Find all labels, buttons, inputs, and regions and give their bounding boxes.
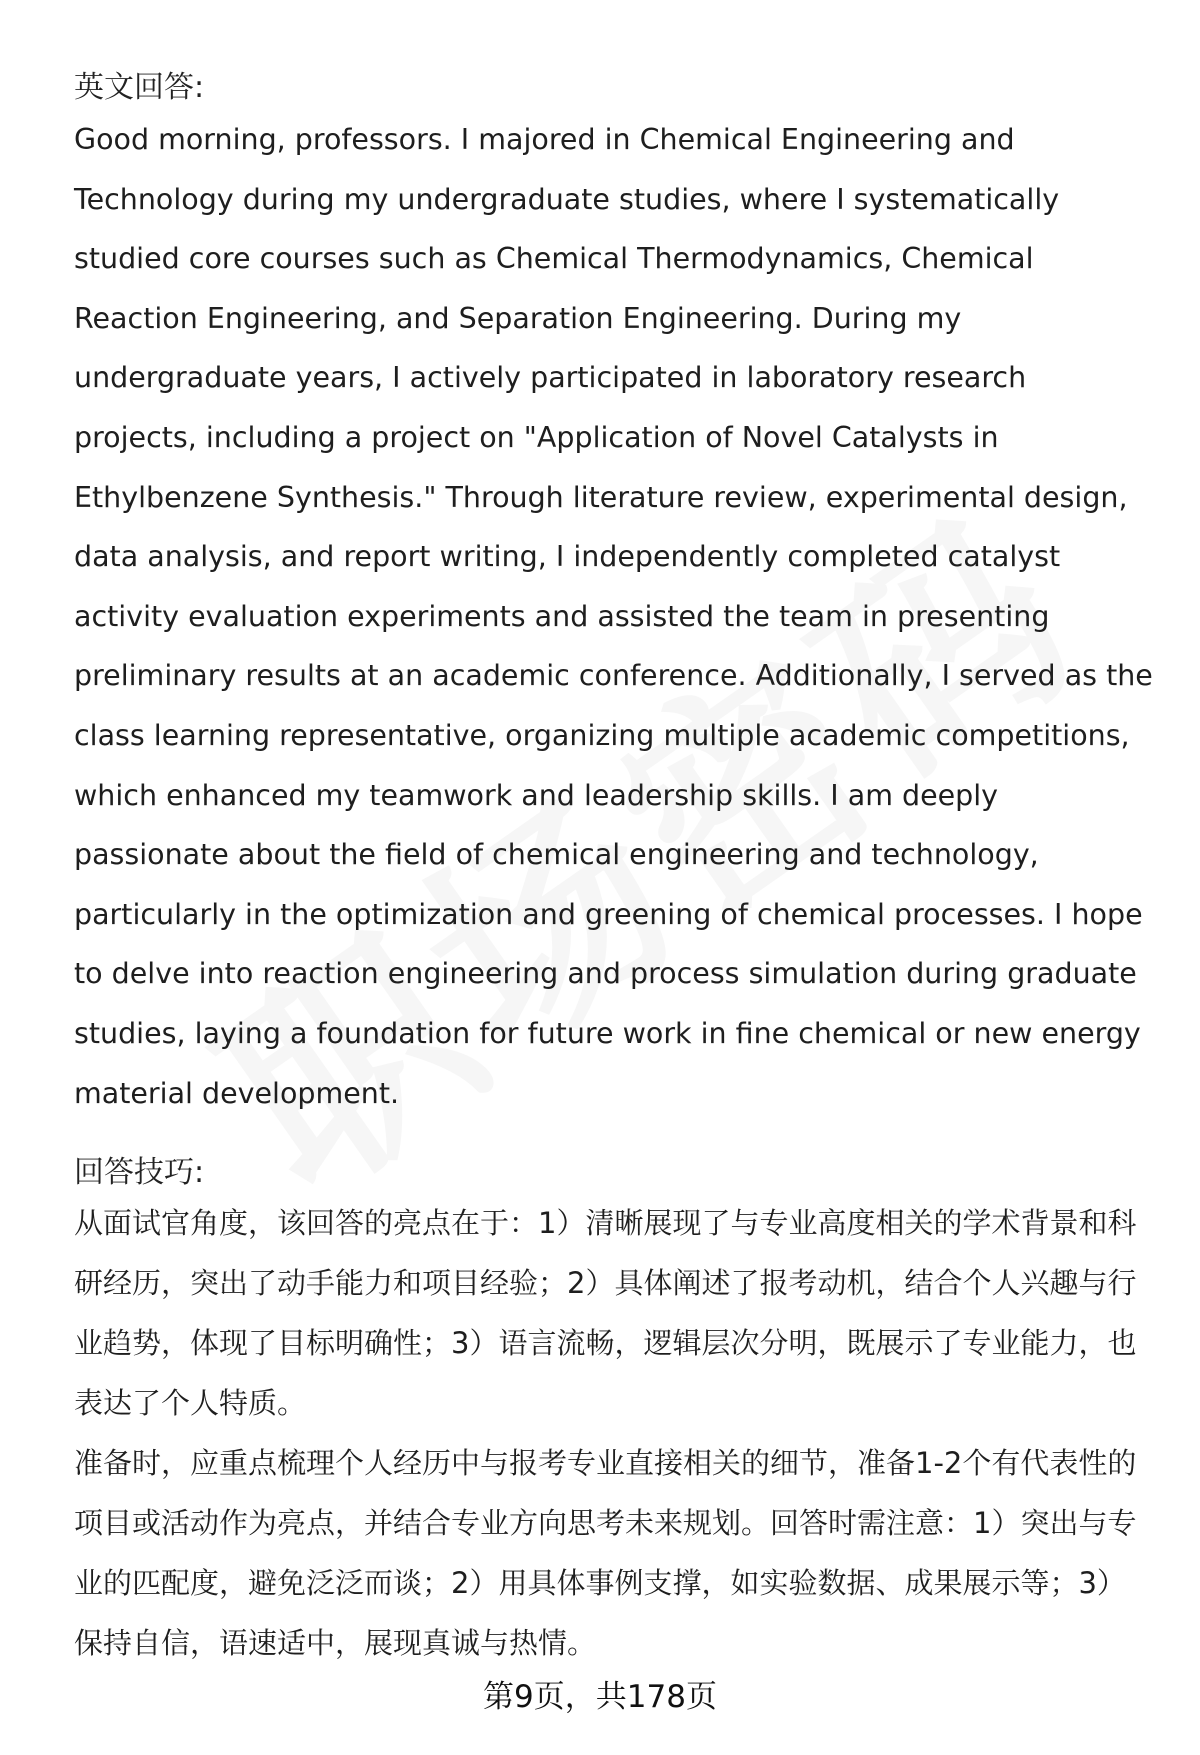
answer-tips-heading: 回答技巧: xyxy=(74,1155,205,1191)
english-answer-text: Good morning, professors. I majored in Chemical Engineering and Technology during my undergraduate studies, where I systematically studied core courses such as Chemical Thermodynamics, Chemical Reaction Engineering, and Separation Engineering. During my undergraduate years, I actively participated in laboratory research projects, including a project on "Application of Novel Catalysts in Ethylbenzene Synthesis." Through literature review, experimental design, data analysis, and report writing, I independently completed catalyst activity evaluation experiments and assisted the team in presenting preliminary results at an academic conference. Additionally, I served as the class learning representative, organizing multiple academic competitions, which enhanced my teamwork and leadership skills. I am deeply passionate about the field of chemical engineering and technology, particularly in the optimization and greening of chemical processes. I hope to delve into reaction engineering and process simulation during graduate studies, laying a foundation for future work in fine chemical or new energy material development. xyxy=(74,123,1153,1110)
page-number-footer: 第9页，共178页 xyxy=(483,1679,717,1715)
answer-tips-paragraph-2: 准备时，应重点梳理个人经历中与报考专业直接相关的细节，准备1-2个有代表性的项目或活动作为亮点，并结合专业方向思考未来规划。回答时需注意：1）突出与专业的匹配度，避免泛泛而谈；2）用具体事例支撑，如实验数据、成果展示等；3）保持自信，语速适中，展现真诚与热情。 xyxy=(74,1446,1137,1661)
page-content xyxy=(74,68,1154,1673)
answer-tips-paragraph-1: 从面试官角度，该回答的亮点在于：1）清晰展现了与专业高度相关的学术背景和科研经历，突出了动手能力和项目经验；2）具体阐述了报考动机，结合个人兴趣与行业趋势，体现了目标明确性；3）语言流畅，逻辑层次分明，既展示了专业能力，也表达了个人特质。 xyxy=(74,1206,1137,1421)
english-answer-heading: 英文回答: xyxy=(74,70,205,105)
